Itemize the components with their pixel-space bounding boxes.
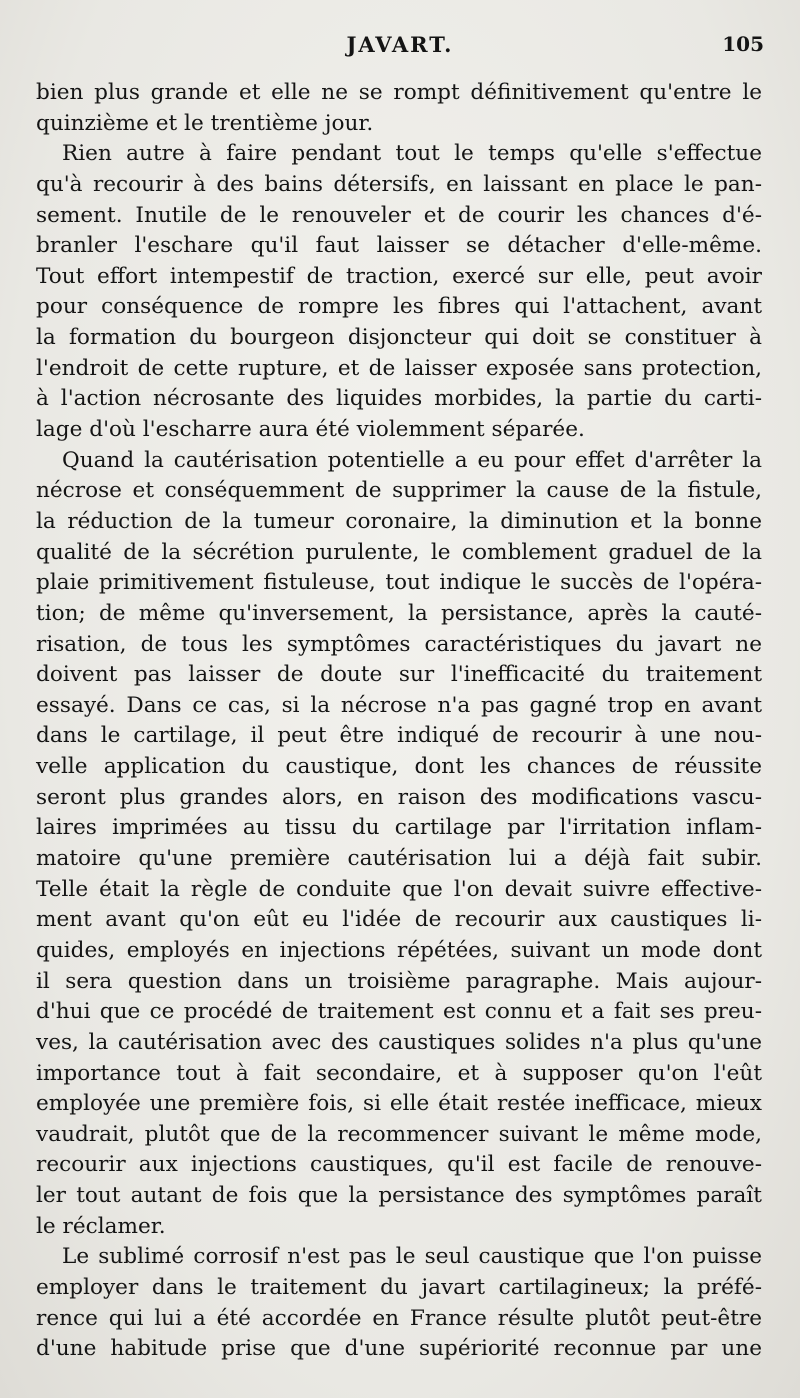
text-line: qualité de la sécrétion purulente, le comblement graduel de la xyxy=(36,539,762,565)
text-line: recourir aux injections caustiques, qu'il est facile de renouve- xyxy=(36,1152,762,1178)
text-line: la réduction de la tumeur coronaire, la diminution et la bonne xyxy=(36,508,762,534)
text-line: sement. Inutile de le renouveler et de courir les chances d'é- xyxy=(36,202,762,228)
text-line: Quand la cautérisation potentielle a eu pour effet d'arrêter la xyxy=(62,447,762,473)
text-line: velle application du caustique, dont les chances de réussite xyxy=(36,754,762,780)
text-line: tion; de même qu'inversement, la persistance, après la cauté- xyxy=(36,600,762,626)
body-text xyxy=(36,78,762,1365)
text-line: d'hui que ce procédé de traitement est connu et a fait ses preu- xyxy=(36,999,762,1025)
text-line: quides, employés en injections répétées, suivant un mode dont xyxy=(36,937,762,963)
text-line: bien plus grande et elle ne se rompt définitivement qu'entre le xyxy=(36,80,762,105)
text-line: ler tout autant de fois que la persistance des symptômes paraît xyxy=(36,1183,762,1209)
text-line: ment avant qu'on eût eu l'idée de recourir aux caustiques li- xyxy=(36,907,762,933)
text-line: seront plus grandes alors, en raison des modifications vascu- xyxy=(36,784,762,810)
text-line: dans le cartilage, il peut être indiqué de recourir à une nou- xyxy=(36,723,762,749)
text-line: le réclamer. xyxy=(36,1213,166,1239)
text-line: doivent pas laisser de doute sur l'inefficacité du traitement xyxy=(36,662,762,688)
text-line: Telle était la règle de conduite que l'on devait suivre effective- xyxy=(36,876,762,902)
text-line: il sera question dans un troisième paragraphe. Mais aujour- xyxy=(36,968,762,994)
text-line: rence qui lui a été accordée en France résulte plutôt peut-être xyxy=(36,1305,762,1331)
text-line: branler l'eschare qu'il faut laisser se détacher d'elle-même. xyxy=(36,233,762,259)
text-line: plaie primitivement fistuleuse, tout indique le succès de l'opéra- xyxy=(36,570,762,596)
text-line: employer dans le traitement du javart cartilagineux; la préfé- xyxy=(36,1274,762,1300)
page-number: 105 xyxy=(722,32,764,56)
text-line: quinzième et le trentième jour. xyxy=(36,110,374,136)
text-line: l'endroit de cette rupture, et de laisser exposée sans protection, xyxy=(36,355,762,381)
text-line: essayé. Dans ce cas, si la nécrose n'a pas gagné trop en avant xyxy=(36,692,762,718)
text-line: vaudrait, plutôt que de la recommencer suivant le même mode, xyxy=(36,1121,762,1147)
text-line: Rien autre à faire pendant tout le temps qu'elle s'effectue xyxy=(62,141,762,167)
text-line: Le sublimé corrosif n'est pas le seul caustique que l'on puisse xyxy=(62,1244,762,1270)
text-line: qu'à recourir à des bains détersifs, en laissant en place le pan- xyxy=(36,171,762,197)
text-line: pour conséquence de rompre les fibres qui l'attachent, avant xyxy=(36,294,762,320)
text-line: la formation du bourgeon disjoncteur qui doit se constituer à xyxy=(36,325,762,351)
text-line: matoire qu'une première cautérisation lui a déjà fait subir. xyxy=(36,846,762,872)
text-line: lage d'où l'escharre aura été violemment séparée. xyxy=(36,417,585,443)
text-line: ves, la cautérisation avec des caustiques solides n'a plus qu'une xyxy=(36,1029,762,1055)
text-line: Tout effort intempestif de traction, exercé sur elle, peut avoir xyxy=(36,263,762,289)
text-line: nécrose et conséquemment de supprimer la cause de la fistule, xyxy=(36,478,762,504)
running-head: JAVART. xyxy=(346,32,454,57)
text-line: employée une première fois, si elle était restée inefficace, mieux xyxy=(36,1091,762,1117)
text-line: d'une habitude prise que d'une supériorité reconnue par une xyxy=(36,1336,762,1362)
page-header xyxy=(36,32,764,60)
text-line: laires imprimées au tissu du cartilage par l'irritation inflam- xyxy=(36,815,762,841)
text-line: risation, de tous les symptômes caractéristiques du javart ne xyxy=(36,631,762,657)
text-line: importance tout à fait secondaire, et à supposer qu'on l'eût xyxy=(36,1060,762,1086)
text-line: à l'action nécrosante des liquides morbides, la partie du carti- xyxy=(36,386,762,412)
